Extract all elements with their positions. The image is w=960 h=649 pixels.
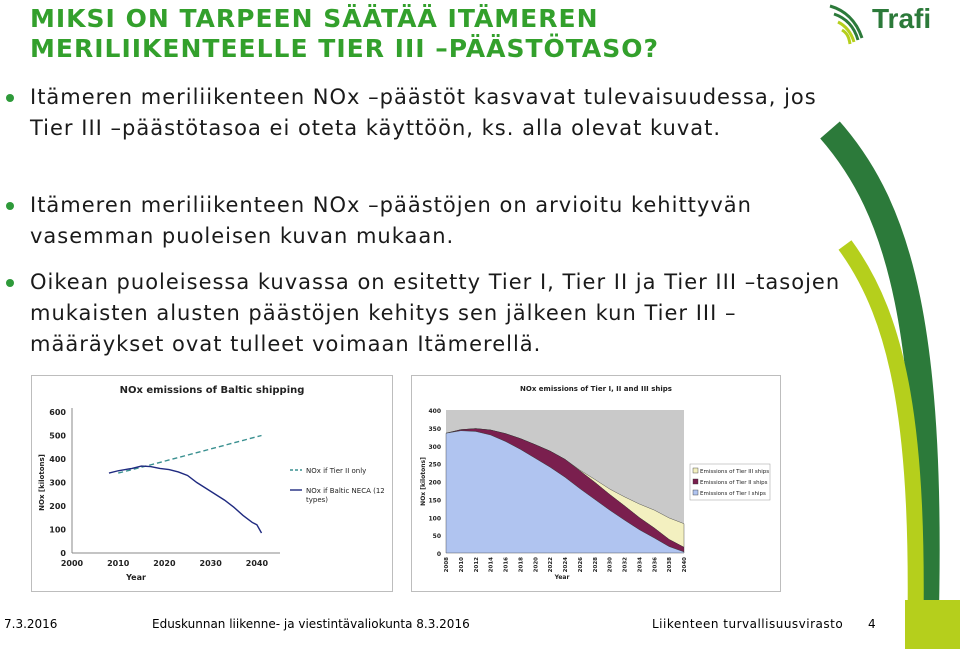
x-tick-label: 2010 — [458, 557, 465, 573]
x-tick-label: 2040 — [682, 557, 688, 573]
page-title: MIKSI ON TARPEEN SÄÄTÄÄ ITÄMEREN MERILIIKENTEELLE TIER III –PÄÄSTÖTASO? — [30, 4, 660, 63]
x-tick-label: 2022 — [548, 557, 555, 573]
x-tick-label: 2010 — [107, 559, 130, 568]
y-tick-label: 250 — [428, 461, 441, 469]
x-tick-label: 2018 — [518, 557, 525, 573]
y-tick-label: 100 — [428, 515, 441, 523]
footer-date: 7.3.2016 — [4, 617, 58, 631]
x-tick-label: 2020 — [533, 557, 540, 573]
legend-label: NOx if Tier II only — [306, 467, 367, 475]
y-tick-label: 300 — [428, 443, 441, 451]
bullet-dot-icon — [6, 202, 14, 210]
footer-org: Liikenteen turvallisuusvirasto — [652, 617, 844, 631]
baltic-nox-chart-svg — [32, 376, 392, 591]
x-tick-label: 2038 — [667, 557, 674, 573]
y-tick-label: 0 — [60, 549, 66, 558]
bullet-text: Oikean puoleisessa kuvassa on esitetty Tier I, Tier II ja Tier III –tasojen mukaisten alusten päästöjen kehitys sen jälkeen kun Tier III –määräykset ovat tulleet voimaan Itämerellä. — [30, 270, 841, 356]
bullet-text: Itämeren meriliikenteen NOx –päästöjen on arvioitu kehittyvän vasemman puoleisen kuvan mukaan. — [30, 193, 752, 248]
y-tick-label: 100 — [49, 525, 66, 535]
bullet-item — [30, 82, 850, 144]
y-tick-label: 300 — [49, 478, 66, 488]
x-tick-label: 2030 — [607, 557, 614, 573]
x-tick-label: 2014 — [488, 557, 495, 573]
x-tick-label: 2024 — [563, 557, 569, 573]
chart-title: NOx emissions of Baltic shipping — [119, 385, 305, 396]
y-axis-label: NOx [kilotons] — [420, 457, 427, 506]
trafi-logo-text: Trafi — [872, 3, 932, 34]
legend-label: Emissions of Tier II ships — [700, 480, 768, 486]
legend-label: Emissions of Tier I ships — [700, 491, 766, 497]
x-tick-label: 2012 — [473, 557, 480, 573]
y-tick-label: 200 — [428, 479, 441, 487]
x-tick-label: 2020 — [153, 559, 176, 568]
legend-swatch — [693, 490, 698, 495]
footer-event: Eduskunnan liikenne- ja viestintävaliokunta 8.3.2016 — [152, 617, 470, 631]
x-axis-label: Year — [554, 574, 570, 581]
y-tick-label: 400 — [428, 408, 441, 415]
legend-label: NOx if Baltic NECA (12 — [306, 487, 385, 495]
x-axis-label: Year — [126, 573, 146, 582]
page-number: 4 — [868, 617, 876, 631]
bullet-item — [30, 190, 850, 252]
chart-title: NOx emissions of Tier I, II and III ships — [520, 385, 672, 393]
legend-swatch — [693, 468, 698, 473]
x-tick-label: 2030 — [199, 559, 222, 568]
series-line-2 — [109, 466, 262, 533]
x-tick-label: 2034 — [637, 557, 644, 573]
x-tick-label: 2040 — [245, 559, 269, 568]
bullet-text: Itämeren meriliikenteen NOx –päästöt kasvavat tulevaisuudessa, jos Tier III –päästötasoa ei oteta käyttöön, ks. alla olevat kuvat. — [30, 85, 817, 140]
series-line-1 — [118, 436, 261, 474]
x-tick-label: 2016 — [503, 557, 510, 573]
y-tick-label: 50 — [432, 533, 441, 541]
baltic-nox-chart — [31, 375, 393, 592]
legend-label: types) — [306, 496, 329, 504]
x-tick-label: 2032 — [622, 557, 629, 573]
tier-nox-chart — [411, 375, 781, 592]
bullet-dot-icon — [6, 279, 14, 287]
y-tick-label: 600 — [49, 408, 66, 417]
tier-nox-chart-svg — [412, 376, 780, 591]
x-tick-label: 2028 — [592, 557, 599, 573]
legend-swatch — [693, 479, 698, 484]
legend-label: Emissions of Tier III ships — [700, 469, 770, 475]
y-tick-label: 200 — [49, 502, 66, 511]
y-tick-label: 500 — [49, 431, 66, 441]
x-tick-label: 2000 — [60, 559, 84, 568]
x-tick-label: 2008 — [444, 557, 450, 573]
bullet-dot-icon — [6, 94, 14, 102]
x-tick-label: 2026 — [577, 557, 584, 573]
x-tick-label: 2036 — [652, 557, 659, 573]
y-tick-label: 0 — [436, 551, 441, 558]
y-tick-label: 150 — [428, 497, 441, 505]
y-axis-label: NOx [kilotons] — [38, 454, 46, 511]
y-tick-label: 350 — [428, 425, 441, 433]
y-tick-label: 400 — [49, 455, 66, 464]
bullet-item — [30, 267, 850, 360]
